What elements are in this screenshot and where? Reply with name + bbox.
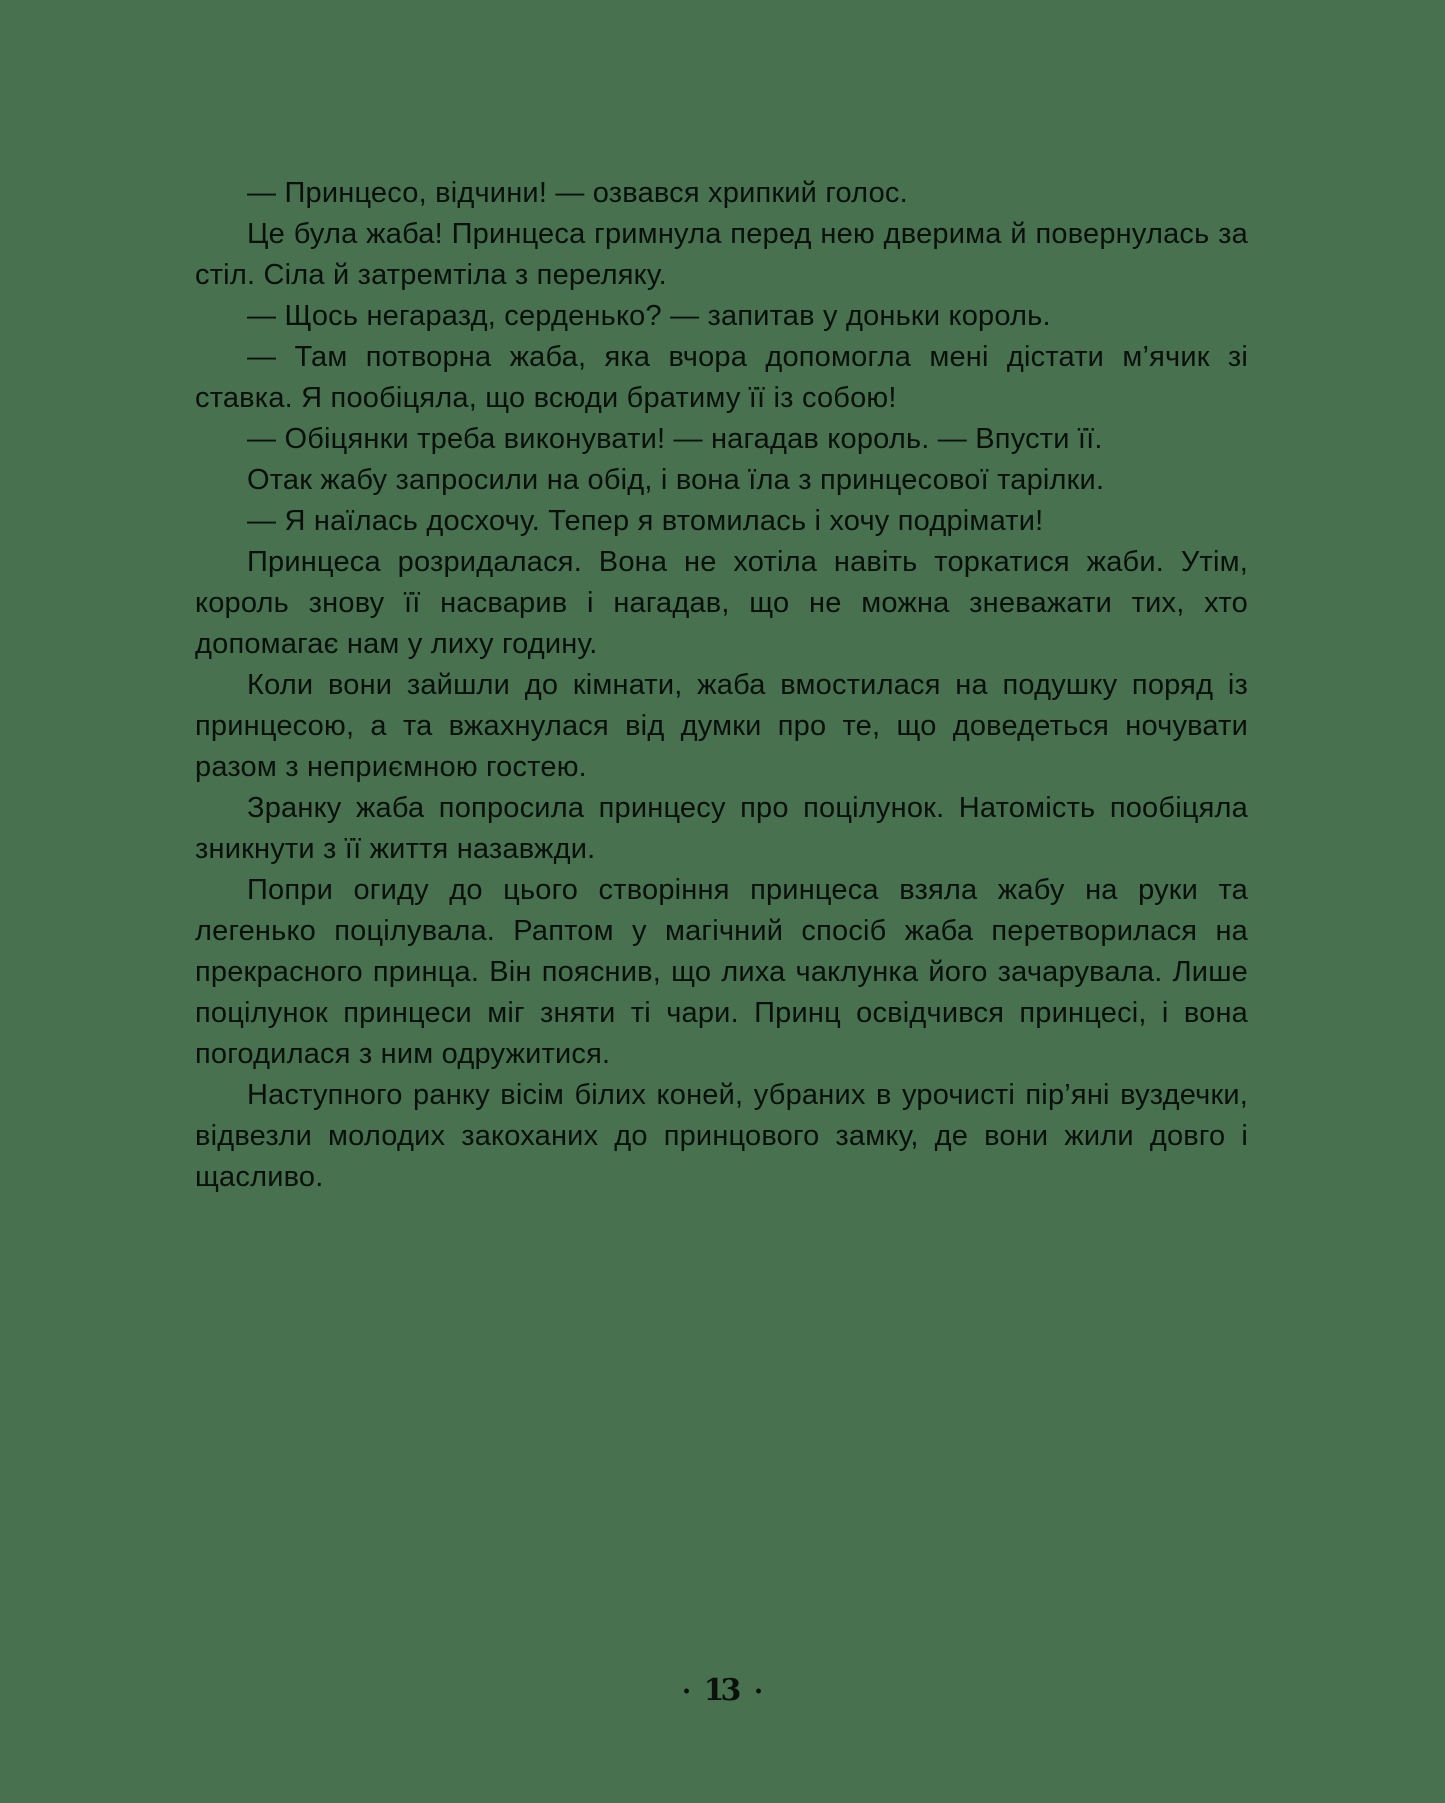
paragraph: Отак жабу запросили на обід, і вона їла з принцесової тарілки.: [247, 464, 1105, 496]
paragraph: Коли вони зайшли до кімнати, жаба вмостилася на подушку поряд із принцесою, а та вжахнулася від думки про те, що доведеться ночувати разом з неприємною гостею.: [195, 669, 1248, 783]
paragraph: — Принцесо, відчини! — озвався хрипкий голос.: [247, 177, 908, 209]
page-number: 13: [703, 1673, 738, 1708]
paragraph: — Щось негаразд, серденько? — запитав у доньки король.: [247, 300, 1051, 332]
story-text: [195, 173, 1248, 1198]
footer-ornament-right: •: [755, 1681, 762, 1701]
paragraph: — Обіцянки треба виконувати! — нагадав король. — Впусти її.: [247, 423, 1103, 455]
paragraph: Принцеса розридалася. Вона не хотіла навіть торкатися жаби. Утім, король знову її насварив і нагадав, що не можна зневажати тих, хто допомагає нам у лиху годину.: [195, 546, 1248, 660]
paragraph: Попри огиду до цього створіння принцеса взяла жабу на руки та легенько поцілувала. Раптом у магічний спосіб жаба перетворилася на прекрасного принца. Він пояснив, що лиха чаклунка його зачарувала. Лише поцілунок принцеси міг зняти ті чари. Принц освідчився принцесі, і вона погодилася з ним одружитися.: [195, 874, 1248, 1070]
paragraph: Наступного ранку вісім білих коней, убраних в урочисті пір’яні вуздечки, відвезли молодих закоханих до принцового замку, де вони жили довго і щасливо.: [195, 1079, 1248, 1193]
paragraph: — Там потворна жаба, яка вчора допомогла мені дістати м’ячик зі ставка. Я пообіцяла, що всюди братиму її із собою!: [195, 341, 1248, 414]
paragraph: Це була жаба! Принцеса гримнула перед нею дверима й повернулась за стіл. Сіла й затремтіла з переляку.: [195, 218, 1248, 291]
paragraph: — Я наїлась досхочу. Тепер я втомилась і хочу подрімати!: [247, 505, 1044, 537]
page-footer: [0, 1673, 1445, 1708]
paragraph: Зранку жаба попросила принцесу про поцілунок. Натомість пообіцяла зникнути з її життя назавжди.: [195, 792, 1248, 865]
footer-ornament-left: •: [683, 1681, 690, 1701]
